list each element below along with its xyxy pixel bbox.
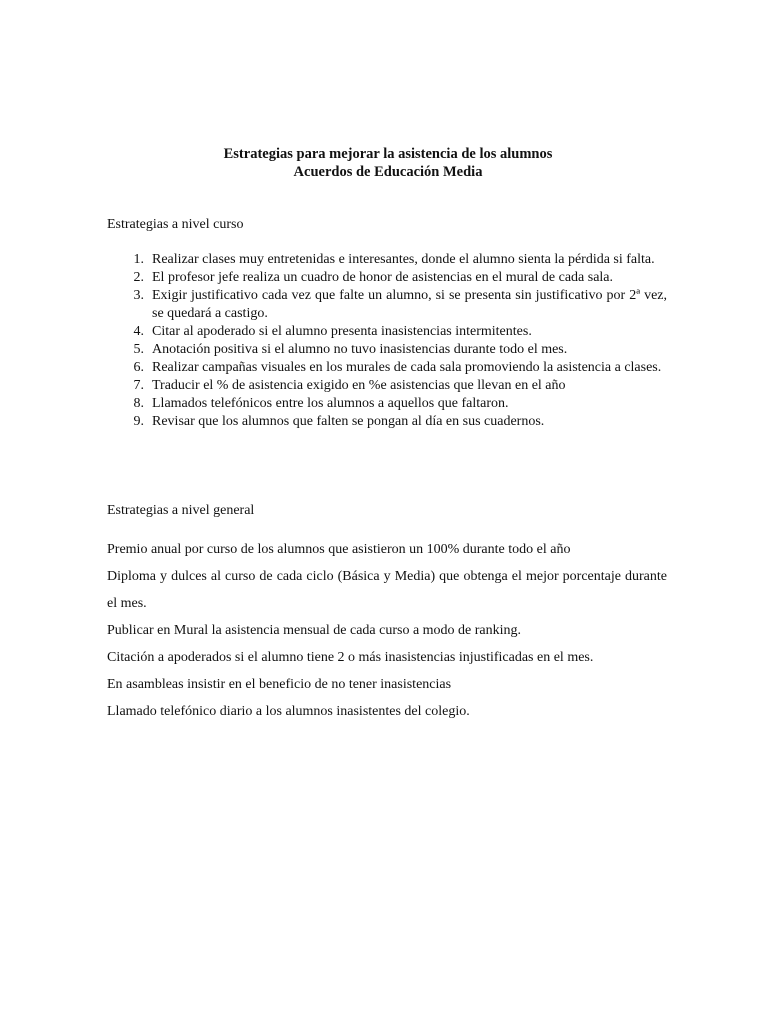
list-item-text: Realizar clases muy entretenidas e interesantes, donde el alumno sienta la pérdida si falta. <box>152 252 655 267</box>
general-strategy-item: Diploma y dulces al curso de cada ciclo (Básica y Media) que obtenga el mejor porcentaje durante el mes. <box>107 569 667 611</box>
list-item-text: Traducir el % de asistencia exigido en %e asistencias que llevan en el año <box>152 378 566 393</box>
list-item <box>107 323 667 341</box>
list-item <box>107 287 667 323</box>
list-item <box>107 359 667 377</box>
list-item-number: 3. <box>133 288 144 303</box>
list-item-text: Revisar que los alumnos que falten se pongan al día en sus cuadernos. <box>152 414 545 429</box>
list-item <box>107 377 667 395</box>
list-item-text: Realizar campañas visuales en los murales de cada sala promoviendo la asistencia a clases. <box>152 360 662 375</box>
list-item-number: 1. <box>133 252 144 267</box>
list-item-text: Citar al apoderado si el alumno presenta inasistencias intermitentes. <box>152 324 532 339</box>
general-strategy-item: Premio anual por curso de los alumnos que asistieron un 100% durante todo el año <box>107 542 571 557</box>
list-item <box>107 269 667 287</box>
list-item-number: 5. <box>133 342 144 357</box>
list-item <box>107 395 667 413</box>
list-item <box>107 413 667 431</box>
list-item-number: 6. <box>133 360 144 375</box>
list-item-number: 9. <box>133 414 144 429</box>
list-item-text: El profesor jefe realiza un cuadro de honor de asistencias en el mural de cada sala. <box>152 270 614 285</box>
general-strategy-list <box>107 536 667 725</box>
general-section-heading: Estrategias a nivel general <box>107 503 255 518</box>
course-strategy-list <box>107 251 667 431</box>
list-item-number: 2. <box>133 270 144 285</box>
list-item-number: 4. <box>133 324 144 339</box>
list-item-number: 8. <box>133 396 144 411</box>
list-item <box>107 251 667 269</box>
course-section-heading: Estrategias a nivel curso <box>107 217 244 232</box>
general-strategy-item: Llamado telefónico diario a los alumnos inasistentes del colegio. <box>107 704 470 719</box>
list-item-number: 7. <box>133 378 144 393</box>
title-block <box>0 145 768 181</box>
general-strategy-item: Citación a apoderados si el alumno tiene 2 o más inasistencias injustificadas en el mes. <box>107 650 594 665</box>
list-item-text: Llamados telefónicos entre los alumnos a aquellos que faltaron. <box>152 396 509 411</box>
general-strategy-item: Publicar en Mural la asistencia mensual de cada curso a modo de ranking. <box>107 623 522 638</box>
document-title: Estrategias para mejorar la asistencia de los alumnos <box>223 146 553 162</box>
list-item-text: Exigir justificativo cada vez que falte un alumno, si se presenta sin justificativo por 2ª vez, se quedará a castigo. <box>152 288 667 321</box>
general-strategy-item: En asambleas insistir en el beneficio de no tener inasistencias <box>107 677 452 692</box>
document-subtitle: Acuerdos de Educación Media <box>293 164 483 180</box>
list-item <box>107 341 667 359</box>
list-item-text: Anotación positiva si el alumno no tuvo inasistencias durante todo el mes. <box>152 342 568 357</box>
